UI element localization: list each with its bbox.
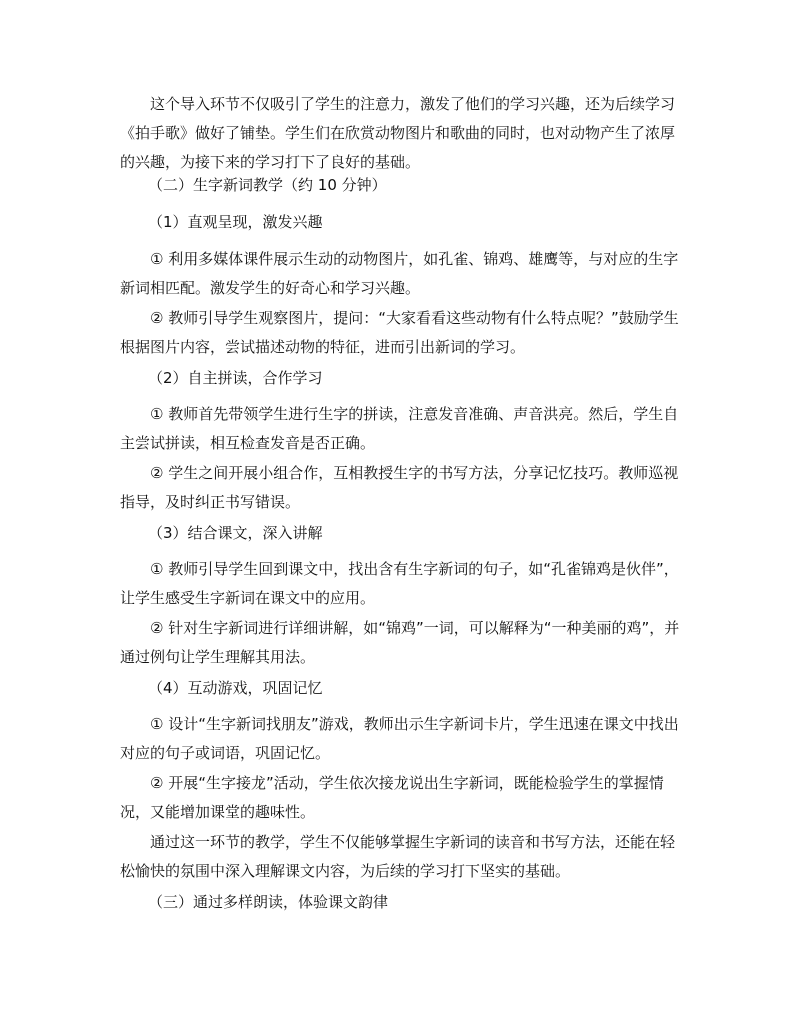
sub2-item-2: ② 学生之间开展小组合作，互相教授生字的书写方法，分享记忆技巧。教师巡视指导，及时纠正书写错误。 — [120, 464, 679, 511]
section-2-heading: （二）生字新词教学（约 10 分钟） — [148, 176, 387, 194]
summary-paragraph: 通过这一环节的教学，学生不仅能够掌握生字新词的读音和书写方法，还能在轻松愉快的氛围中深入理解课文内容，为后续的学习打下坚实的基础。 — [120, 833, 676, 880]
sub2-heading: （2）自主拼读，合作学习 — [148, 369, 323, 387]
sub4-item-2: ② 开展“生字接龙”活动，学生依次接龙说出生字新词，既能检验学生的掌握情况，又能增加课堂的趣味性。 — [120, 774, 664, 821]
sub1-heading: （1）直观呈现，激发兴趣 — [148, 213, 323, 231]
sub4-heading: （4）互动游戏，巩固记忆 — [148, 679, 323, 697]
sub4-item-1: ① 设计“生字新词找朋友”游戏，教师出示生字新词卡片，学生迅速在课文中找出对应的句子或词语，巩固记忆。 — [120, 715, 679, 762]
sub3-heading: （3）结合课文，深入讲解 — [148, 524, 323, 542]
sub2-item-1: ① 教师首先带领学生进行生字的拼读，注意发音准确、声音洪亮。然后，学生自主尝试拼读，相互检查发音是否正确。 — [120, 405, 679, 452]
sub1-item-2: ② 教师引导学生观察图片，提问：“大家看看这些动物有什么特点呢？”鼓励学生根据图片内容，尝试描述动物的特征，进而引出新词的学习。 — [120, 309, 679, 356]
sub1-item-1: ① 利用多媒体课件展示生动的动物图片，如孔雀、锦鸡、雄鹰等，与对应的生字新词相匹配。激发学生的好奇心和学习兴趣。 — [120, 250, 679, 297]
section-3-heading: （三）通过多样朗读，体验课文韵律 — [148, 893, 389, 911]
sub3-item-2: ② 针对生字新词进行详细讲解，如“锦鸡”一词，可以解释为“一种美丽的鸡”，并通过例句让学生理解其用法。 — [120, 619, 680, 666]
sub3-item-1: ① 教师引导学生回到课文中，找出含有生字新词的句子，如“孔雀锦鸡是伙伴”，让学生感受生字新词在课文中的应用。 — [120, 560, 679, 607]
intro-paragraph: 这个导入环节不仅吸引了学生的注意力，激发了他们的学习兴趣，还为后续学习《拍手歌》做好了铺垫。学生们在欣赏动物图片和歌曲的同时，也对动物产生了浓厚的兴趣，为接下来的学习打下了良好的基础。 — [120, 95, 676, 171]
